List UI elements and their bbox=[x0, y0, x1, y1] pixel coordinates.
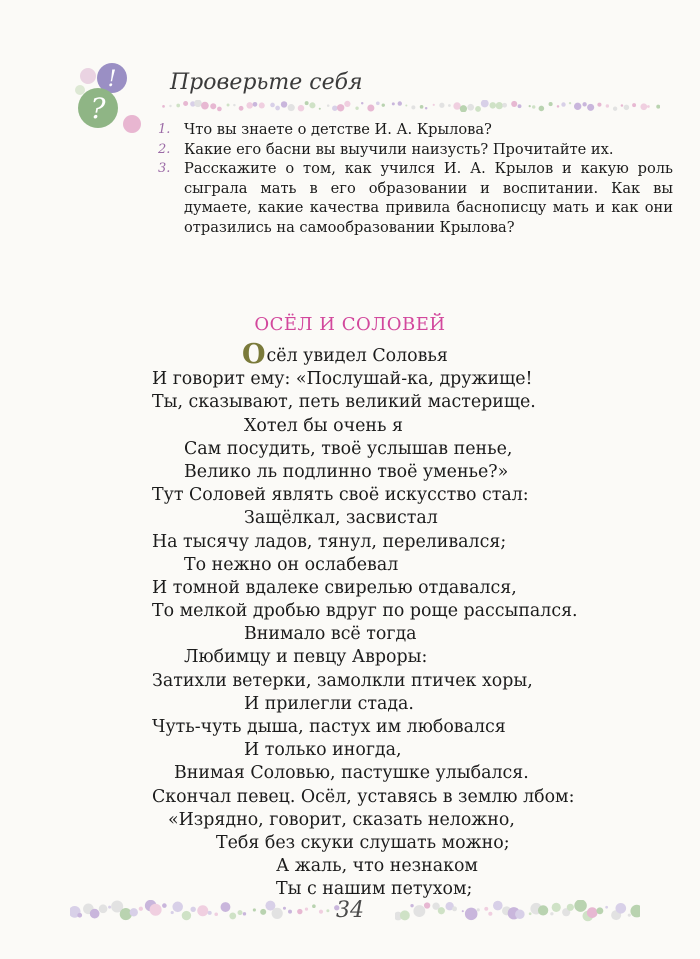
poem-line-text: сёл увидел Соловья bbox=[266, 346, 448, 366]
poem-line: На тысячу ладов, тянул, переливался; bbox=[152, 531, 507, 552]
decorative-dot bbox=[210, 103, 216, 109]
decorative-dot bbox=[539, 106, 545, 112]
drop-cap: О bbox=[242, 339, 266, 370]
decorative-dot bbox=[596, 907, 603, 914]
decorative-dot bbox=[460, 105, 467, 112]
decorative-dot bbox=[532, 105, 535, 108]
question-mark: ? bbox=[90, 92, 106, 125]
poem-line bbox=[152, 339, 672, 370]
decorative-dot bbox=[502, 103, 507, 108]
poem-line: Чуть-чуть дыша, пастух им любовался bbox=[152, 717, 506, 737]
poem-line: И томной вдалеке свирелью отдавался, bbox=[152, 577, 517, 598]
decorative-dot bbox=[574, 103, 581, 110]
decorative-dot bbox=[194, 100, 202, 107]
poem-line: Любимцу и певцу Авроры: bbox=[184, 647, 428, 668]
decorative-dot bbox=[405, 104, 407, 106]
decorative-dot bbox=[392, 102, 395, 105]
decorative-dot bbox=[169, 105, 171, 107]
decorative-dot bbox=[496, 102, 503, 109]
decorative-dot bbox=[493, 901, 503, 911]
decorative-dot bbox=[490, 102, 497, 109]
decorative-dot bbox=[613, 107, 617, 111]
decorative-dot bbox=[424, 902, 430, 908]
decorative-dot bbox=[452, 906, 457, 911]
poem-line: А жаль, что незнаком bbox=[276, 856, 478, 877]
poem-line: То нежно он ослабевал bbox=[184, 554, 399, 575]
decorative-dot bbox=[344, 101, 350, 107]
decorative-dot bbox=[433, 104, 435, 106]
decorative-dot bbox=[176, 104, 180, 108]
list-item bbox=[158, 140, 673, 160]
decorative-dot bbox=[453, 102, 460, 109]
decorative-dot bbox=[511, 101, 517, 107]
decorative-dot bbox=[246, 102, 253, 109]
decorative-dot bbox=[410, 904, 413, 907]
decorative-dot bbox=[400, 910, 410, 920]
poem-line: И говорит ему: «Послушай-ка, дружище! bbox=[152, 369, 533, 390]
decorative-dot bbox=[259, 102, 265, 108]
decorative-dot bbox=[439, 103, 444, 108]
decorative-dot bbox=[529, 105, 531, 107]
decorative-dot bbox=[413, 905, 425, 917]
decorative-dot bbox=[488, 912, 492, 916]
decorative-dot bbox=[462, 910, 464, 912]
poem-line: И только иногда, bbox=[244, 740, 402, 761]
decorative-dot bbox=[628, 914, 631, 917]
decorative-dot bbox=[227, 104, 230, 107]
poem-line: Ты, сказывают, петь великий мастерище. bbox=[152, 392, 536, 413]
decorative-dot bbox=[605, 906, 608, 909]
decorative-dot bbox=[275, 106, 280, 111]
poem-line: И прилегли стада. bbox=[244, 693, 414, 714]
poem-line: Скончал певец. Осёл, уставясь в землю лбом: bbox=[152, 786, 575, 807]
decorative-dot bbox=[630, 905, 640, 918]
poem-line: Сам посудить, твоё услышав пенье, bbox=[184, 438, 513, 459]
decorative-dot bbox=[411, 105, 415, 109]
poem-line: «Изрядно, говорит, сказать неложно, bbox=[168, 809, 515, 830]
question-text: Что вы знаете о детстве И. А. Крылова? bbox=[184, 121, 492, 138]
decorative-dot bbox=[569, 102, 571, 104]
decorative-dot bbox=[201, 102, 209, 110]
decorative-dot bbox=[162, 105, 165, 108]
decorative-dot bbox=[382, 103, 385, 106]
question-list bbox=[158, 120, 673, 238]
question-number: 1. bbox=[158, 122, 171, 137]
decorative-dot bbox=[305, 101, 309, 105]
poem-title: ОСЁЛ И СОЛОВЕЙ bbox=[254, 314, 446, 335]
decorative-dot bbox=[281, 101, 287, 107]
poem-line: Тут Соловей являть своё искусство стал: bbox=[152, 485, 529, 506]
decorative-dot bbox=[557, 105, 560, 108]
question-number: 3. bbox=[158, 161, 171, 177]
poem-line: Затихли ветерки, замолкли птичек хоры, bbox=[152, 670, 533, 691]
decorative-dot bbox=[475, 106, 481, 112]
decorative-dot bbox=[656, 105, 660, 109]
decorative-dot bbox=[481, 100, 489, 107]
decorative-dot bbox=[309, 102, 315, 108]
decorative-dot bbox=[467, 104, 474, 111]
poem-line: Внимало всё тогда bbox=[244, 624, 417, 645]
decorative-dot bbox=[376, 101, 380, 105]
list-item bbox=[158, 159, 673, 237]
decorative-dot bbox=[217, 107, 222, 112]
decorative-dot bbox=[621, 104, 624, 107]
decorative-dot bbox=[477, 908, 480, 911]
decorative-dot bbox=[567, 904, 574, 911]
section-title: Проверьте себя bbox=[170, 70, 363, 95]
decorative-dot bbox=[425, 107, 427, 109]
decorative-dot bbox=[574, 900, 587, 912]
decorative-dot bbox=[465, 908, 478, 921]
decorative-dot bbox=[239, 106, 244, 111]
decorative-dot bbox=[270, 103, 275, 108]
decorative-dot bbox=[529, 912, 532, 915]
poem-line: Тебя без скуки слушать можно; bbox=[216, 832, 510, 853]
poem-line: Защёлкал, засвистал bbox=[244, 508, 438, 529]
decorative-dot bbox=[518, 104, 522, 108]
poem-line: Велико ль подлинно твоё уменье?» bbox=[184, 461, 509, 482]
decorative-dot bbox=[288, 104, 295, 111]
decorative-dot bbox=[327, 104, 330, 107]
decorative-dot bbox=[233, 104, 235, 106]
decorative-dot bbox=[484, 907, 488, 911]
question-text: Какие его басни вы выучили наизусть? Прочитайте их. bbox=[184, 140, 614, 158]
poem-line: Внимая Соловью, пастушке улыбался. bbox=[174, 763, 529, 784]
decorative-dot bbox=[361, 102, 363, 104]
decorative-dot bbox=[332, 105, 338, 111]
decorative-dot bbox=[587, 907, 598, 918]
decorative-dot bbox=[337, 104, 344, 111]
decorative-dots-divider bbox=[160, 100, 660, 112]
decorative-dot bbox=[319, 108, 321, 110]
decorative-dot bbox=[632, 103, 636, 107]
decorative-dot bbox=[561, 102, 565, 106]
decorative-dot bbox=[538, 905, 548, 915]
decorative-dot bbox=[582, 102, 586, 106]
decorative-dot bbox=[597, 103, 601, 107]
decorative-dot bbox=[640, 103, 647, 110]
decorative-dot bbox=[183, 101, 188, 106]
exclamation-mark: ! bbox=[107, 67, 117, 92]
decorative-dot bbox=[355, 107, 358, 110]
poem-line: Ты с нашим петухом; bbox=[276, 879, 473, 900]
question-text: Расскажите о том, как учился И. А. Крылов и какую роль сыграла мать в его образовании и воспитании. Как вы думаете, какие качества привила баснописцу мать и как они отразились на самообразовании Крылова? bbox=[184, 160, 673, 236]
decorative-dot bbox=[552, 903, 561, 912]
decorative-dot bbox=[606, 104, 609, 107]
decorative-dot bbox=[398, 101, 402, 105]
question-number: 2. bbox=[158, 141, 171, 157]
decorative-dots-right bbox=[395, 900, 640, 922]
decorative-dot bbox=[298, 105, 304, 111]
decorative-dot bbox=[550, 912, 553, 915]
poem-line: Хотел бы очень я bbox=[244, 415, 403, 436]
page-number: 34 bbox=[336, 898, 364, 923]
decorative-dot bbox=[438, 907, 445, 914]
decorative-dot bbox=[515, 909, 525, 919]
list-item bbox=[158, 120, 673, 140]
decorative-dot bbox=[420, 105, 424, 109]
decorative-dot bbox=[549, 102, 553, 106]
question-exclamation-badge-icon bbox=[72, 62, 156, 146]
poem-line: То мелкой дробью вдруг по роще рассыпался. bbox=[152, 601, 578, 622]
decorative-dot bbox=[647, 105, 650, 108]
decorative-dot bbox=[615, 903, 626, 914]
poem-body bbox=[152, 339, 672, 902]
decorative-dot bbox=[448, 104, 451, 107]
decorative-dot bbox=[367, 104, 374, 111]
decorative-dot bbox=[624, 105, 630, 111]
decorative-dot bbox=[587, 104, 594, 111]
decorative-dot bbox=[253, 102, 258, 107]
